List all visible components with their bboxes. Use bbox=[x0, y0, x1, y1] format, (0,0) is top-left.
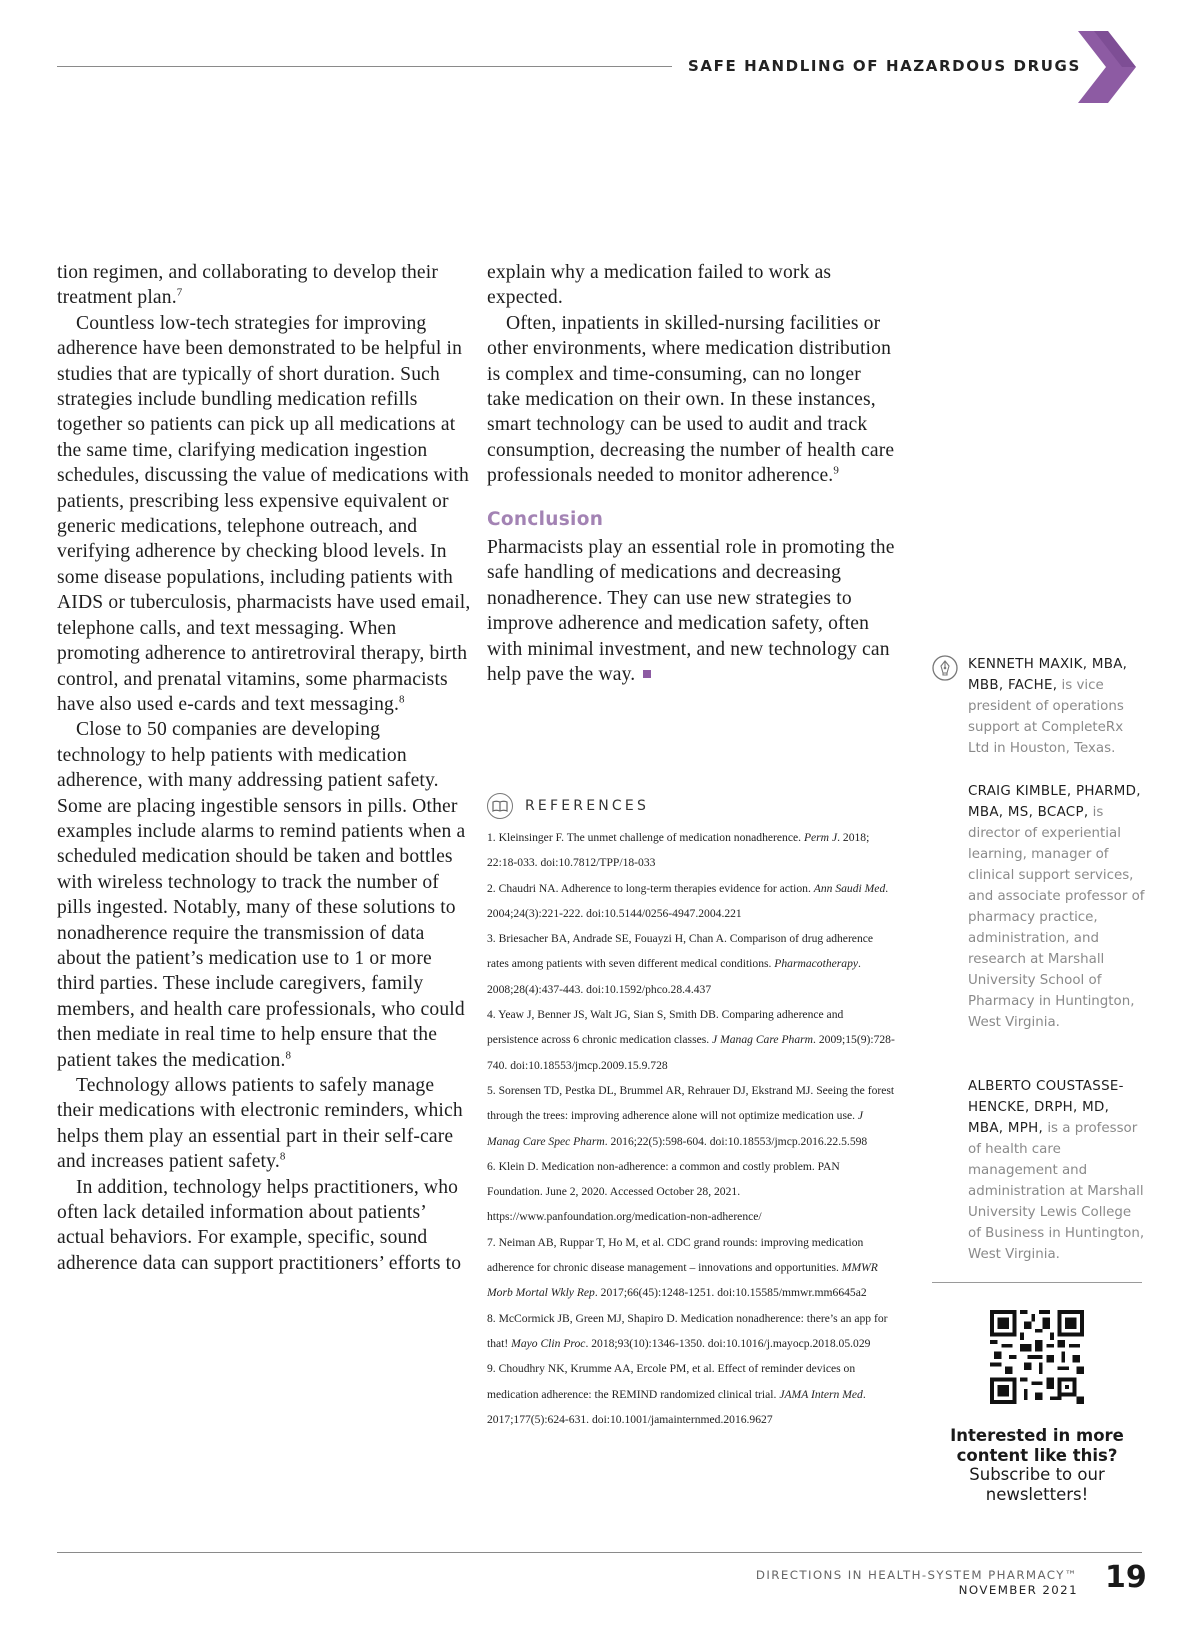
promo-subscribe-text: Subscribe to our newsletters! bbox=[969, 1465, 1105, 1504]
paragraph: Technology allows patients to safely manage their medications with electronic reminders, which helps them play an essential part in their self-care and increases patient safety.$^8$ bbox=[57, 1075, 463, 1173]
article-left-column bbox=[57, 260, 472, 1276]
reference-item: 2. Chaudri NA. Adherence to long-term therapies evidence for action. Ann Saudi Med. 2004;24(3):221-222. doi:10.5144/0256-4947.2004.221 bbox=[487, 881, 889, 920]
header-rule bbox=[57, 66, 672, 67]
citation-ref: 7 bbox=[176, 286, 183, 299]
reference-item: 1. Kleinsinger F. The unmet challenge of medication nonadherence. Perm J. 2018; 22:18-033. doi:10.7812/TPP/18-033 bbox=[487, 831, 870, 870]
article-middle-column bbox=[487, 260, 897, 688]
reference-item: 8. McCormick JB, Green MJ, Shapiro D. Medication nonadherence: there’s an app for that! Mayo Clin Proc. 2018;93(10):1346-1350. doi:10.1016/j.mayocp.2018.05.029 bbox=[487, 1311, 888, 1350]
reference-item: 3. Briesacher BA, Andrade SE, Fouayzi H, Chan A. Comparison of drug adherence rates among patients with seven different medical conditions. Pharmacotherapy. 2008;28(4):437-443. doi:10.1592/phco.28.4.437 bbox=[487, 932, 874, 996]
author-bio: KENNETH MAXIK, MBA, MBB, FACHE, is vice president of operations support at CompleteRx Ltd in Houston, Texas. bbox=[968, 657, 1128, 756]
qr-code[interactable] bbox=[990, 1310, 1084, 1404]
citation-ref: 8 bbox=[399, 693, 405, 706]
newsletter-promo[interactable] bbox=[932, 1426, 1142, 1504]
footer-rule bbox=[57, 1552, 1142, 1553]
references-section bbox=[487, 793, 897, 1432]
citation-ref: 8 bbox=[285, 1049, 292, 1062]
paragraph: Countless low-tech strategies for improving adherence have been demonstrated to be helpful in studies that are typically of short duration. Such strategies include bundling medication refills together so patients can pick up all medications at the same time, clarifying medication ingestion schedules, discussing the value of medications with patients, prescribing less expensive equivalent or generic medications, telephone outreach, and verifying adherence by checking blood levels. In some disease populations, including patients with AIDS or tuberculosis, pharmacists have used email, telephone calls, and text messaging. When promoting adherence to antiretroviral therapy, birth control, and prenatal vitamins, some pharmacists have also used e-cards and text messaging.$^8$ bbox=[57, 312, 471, 715]
paragraph: In addition, technology helps practitioners, who often lack detailed information about patients’ actual behaviors. For example, specific, sound adherence data can support practitioners’ efforts to bbox=[57, 1176, 462, 1274]
paragraph: tion regimen, and collaborating to develop their treatment plan.$^7$ bbox=[57, 262, 439, 309]
end-mark-icon bbox=[643, 670, 651, 678]
page-number: 19 bbox=[1105, 1560, 1147, 1595]
reference-item: 5. Sorensen TD, Pestka DL, Brummel AR, Rehrauer DJ, Ekstrand MJ. Seeing the forest through the trees: improving adherence alone will not optimize medication use. J Manag Care Spec Pharm. 2016;22(5):598-604. doi:10.18553/jmcp.2016.22.5.598 bbox=[487, 1083, 895, 1148]
publication-name: DIRECTIONS IN HEALTH-SYSTEM PHARMACY™ bbox=[755, 1568, 1078, 1582]
paragraph: explain why a medication failed to work as expected. bbox=[487, 262, 832, 309]
sidebar-divider bbox=[932, 1282, 1142, 1283]
citation-ref: 8 bbox=[279, 1150, 286, 1163]
reference-item: 4. Yeaw J, Benner JS, Walt JG, Sian S, Smith DB. Comparing adherence and persistence across 6 chronic medication classes. J Manag Care Pharm. 2009;15(9):728-740. doi:10.18553/jmcp.2009.15.9.728 bbox=[487, 1008, 895, 1072]
book-icon bbox=[487, 793, 513, 819]
chevron-icon bbox=[1078, 31, 1136, 103]
promo-headline: Interested in more content like this? bbox=[950, 1426, 1124, 1465]
section-title: SAFE HANDLING OF HAZARDOUS DRUGS bbox=[688, 57, 1081, 75]
conclusion-heading: Conclusion bbox=[487, 508, 604, 530]
reference-item: 9. Choudhry NK, Krumme AA, Ercole PM, et al. Effect of reminder devices on medication adherence: the REMIND randomized clinical trial. JAMA Intern Med. 2017;177(5):624-631. doi:10.1001/jamainternmed.2016.9627 bbox=[487, 1362, 866, 1426]
issue-date: NOVEMBER 2021 bbox=[958, 1583, 1078, 1597]
paragraph: Close to 50 companies are developing technology to help patients with medication adherence, with many addressing patient safety. Some are placing ingestible sensors in pills. Other examples include alarms to remind patients when a scheduled medication should be taken and bottles with wireless technology to track the number of pills ingested. Notably, many of these solutions to nonadherence require the transmission of data about the patient’s medication use to 1 or more third parties. These include caregivers, family members, and health care professionals, who could then mediate in real time to help ensure that the patient takes the medication.$^8$ bbox=[57, 719, 466, 1071]
author-bio: ALBERTO COUSTASSE-HENCKE, DRPH, MD, MBA, MPH, is a professor of health care management and administration at Marshall University Lewis College of Business in Huntington, West Virginia. bbox=[968, 1079, 1145, 1262]
pen-icon bbox=[932, 655, 958, 681]
references-list bbox=[487, 825, 897, 1432]
references-header bbox=[487, 793, 897, 819]
reference-item: 6. Klein D. Medication non-adherence: a common and costly problem. PAN Foundation. June 2, 2020. Accessed October 28, 2021. https://www.panfoundation.org/medication-non-adherence/ bbox=[487, 1159, 840, 1224]
reference-item: 7. Neiman AB, Ruppar T, Ho M, et al. CDC grand rounds: improving medication adherence for chronic disease management – innovations and opportunities. MMWR Morb Mortal Wkly Rep. 2017;66(45):1248-1251. doi:10.15585/mmwr.mm6645a2 bbox=[487, 1235, 878, 1300]
conclusion-paragraph: Pharmacists play an essential role in promoting the safe handling of medications and decreasing nonadherence. They can use new strategies to improve adherence and medication safety, often with minimal investment, and new technology can help pave the way. bbox=[487, 537, 895, 686]
paragraph: Often, inpatients in skilled-nursing facilities or other environments, where medication distribution is complex and time-consuming, can no longer take medication on their own. In these instances, smart technology can be used to audit and track consumption, decreasing the number of health care professionals needed to monitor adherence.$^9$ bbox=[487, 312, 895, 487]
references-title: REFERENCES bbox=[525, 798, 650, 814]
citation-ref: 9 bbox=[833, 464, 840, 477]
author-bio: CRAIG KIMBLE, PHARMD, MBA, MS, BCACP, is director of experiential learning, manager of clinical support services, and associate professor of pharmacy practice, administration, and research at Marshall University School of Pharmacy in Huntington, West Virginia. bbox=[968, 784, 1145, 1030]
